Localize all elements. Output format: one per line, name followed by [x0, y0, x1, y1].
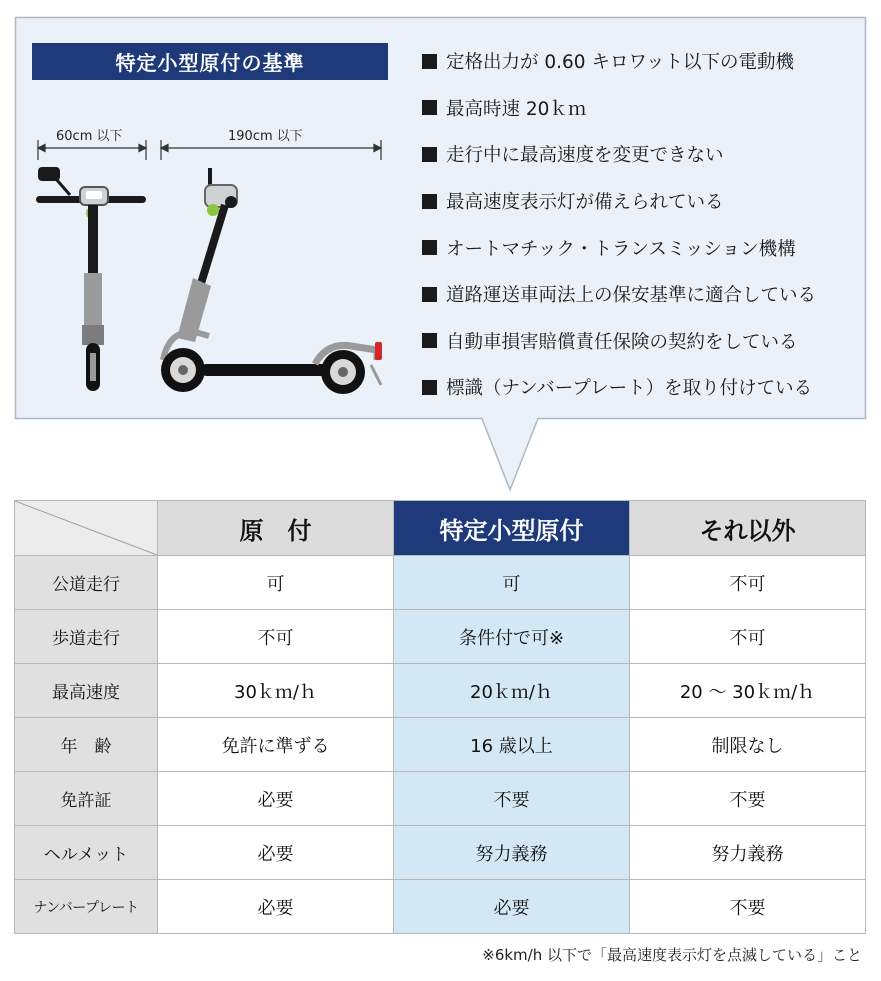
- table-cell: 不可: [158, 610, 394, 664]
- width-limit-label: 60cm 以下: [56, 129, 123, 144]
- scooter-side-icon: [155, 160, 395, 400]
- table-cell: 不要: [394, 772, 630, 826]
- bullet-square-icon: [422, 380, 437, 395]
- table-row: [15, 826, 866, 880]
- table-cell: 必要: [158, 880, 394, 934]
- table-row: [15, 772, 866, 826]
- criteria-item: 道路運送車両法上の保安基準に適合している: [422, 271, 816, 318]
- corner-cell: [15, 501, 158, 556]
- table-cell: 20 〜 30ｋｍ/ｈ: [630, 664, 866, 718]
- criteria-item: 最高時速 20ｋｍ: [422, 85, 816, 132]
- table-cell: 可: [394, 556, 630, 610]
- column-header-other: それ以外: [630, 501, 866, 556]
- criteria-item: 自動車損害賠償責任保険の契約をしている: [422, 318, 816, 365]
- row-label: ナンバープレート: [15, 880, 158, 934]
- bullet-square-icon: [422, 194, 437, 209]
- table-row: [15, 880, 866, 934]
- table-cell: 免許に準ずる: [158, 718, 394, 772]
- criteria-item: 標識（ナンバープレート）を取り付けている: [422, 364, 816, 411]
- criteria-item: 最高速度表示灯が備えられている: [422, 178, 816, 225]
- table-cell: 30ｋｍ/ｈ: [158, 664, 394, 718]
- row-label: ヘルメット: [15, 826, 158, 880]
- table-cell: 必要: [394, 880, 630, 934]
- bullet-square-icon: [422, 333, 437, 348]
- row-label: 歩道走行: [15, 610, 158, 664]
- length-limit-label: 190cm 以下: [228, 129, 303, 144]
- table-cell: 努力義務: [630, 826, 866, 880]
- diagonal-line: [15, 501, 157, 555]
- table-cell: 努力義務: [394, 826, 630, 880]
- table-cell: 20ｋｍ/ｈ: [394, 664, 630, 718]
- bullet-square-icon: [422, 287, 437, 302]
- table-cell: 不可: [630, 556, 866, 610]
- bullet-square-icon: [422, 240, 437, 255]
- table-cell: 不要: [630, 772, 866, 826]
- row-label: 公道走行: [15, 556, 158, 610]
- row-label: 年 齢: [15, 718, 158, 772]
- table-cell: 16 歳以上: [394, 718, 630, 772]
- bullet-square-icon: [422, 100, 437, 115]
- table-cell: 必要: [158, 772, 394, 826]
- table-cell: 制限なし: [630, 718, 866, 772]
- criteria-item: 走行中に最高速度を変更できない: [422, 131, 816, 178]
- table-cell: 可: [158, 556, 394, 610]
- row-label: 免許証: [15, 772, 158, 826]
- column-header-tokutei: 特定小型原付: [394, 501, 630, 556]
- column-header-gentsuki: 原 付: [158, 501, 394, 556]
- table-row: [15, 556, 866, 610]
- comparison-table: [14, 500, 866, 934]
- table-cell: 必要: [158, 826, 394, 880]
- table-header-row: [15, 501, 866, 556]
- scooter-front-icon: [30, 165, 170, 395]
- footnote: ※6km/h 以下で「最高速度表示灯を点滅している」こと: [482, 946, 862, 964]
- criteria-item: オートマチック・トランスミッション機構: [422, 224, 816, 271]
- standard-title: 特定小型原付の基準: [32, 43, 388, 80]
- bullet-square-icon: [422, 147, 437, 162]
- criteria-item: 定格出力が 0.60 キロワット以下の電動機: [422, 38, 816, 85]
- table-row: [15, 610, 866, 664]
- table-cell: 不要: [630, 880, 866, 934]
- criteria-list: [422, 38, 816, 411]
- bullet-square-icon: [422, 54, 437, 69]
- table-cell: 不可: [630, 610, 866, 664]
- table-row: [15, 718, 866, 772]
- table-cell: 条件付で可※: [394, 610, 630, 664]
- table-row: [15, 664, 866, 718]
- row-label: 最高速度: [15, 664, 158, 718]
